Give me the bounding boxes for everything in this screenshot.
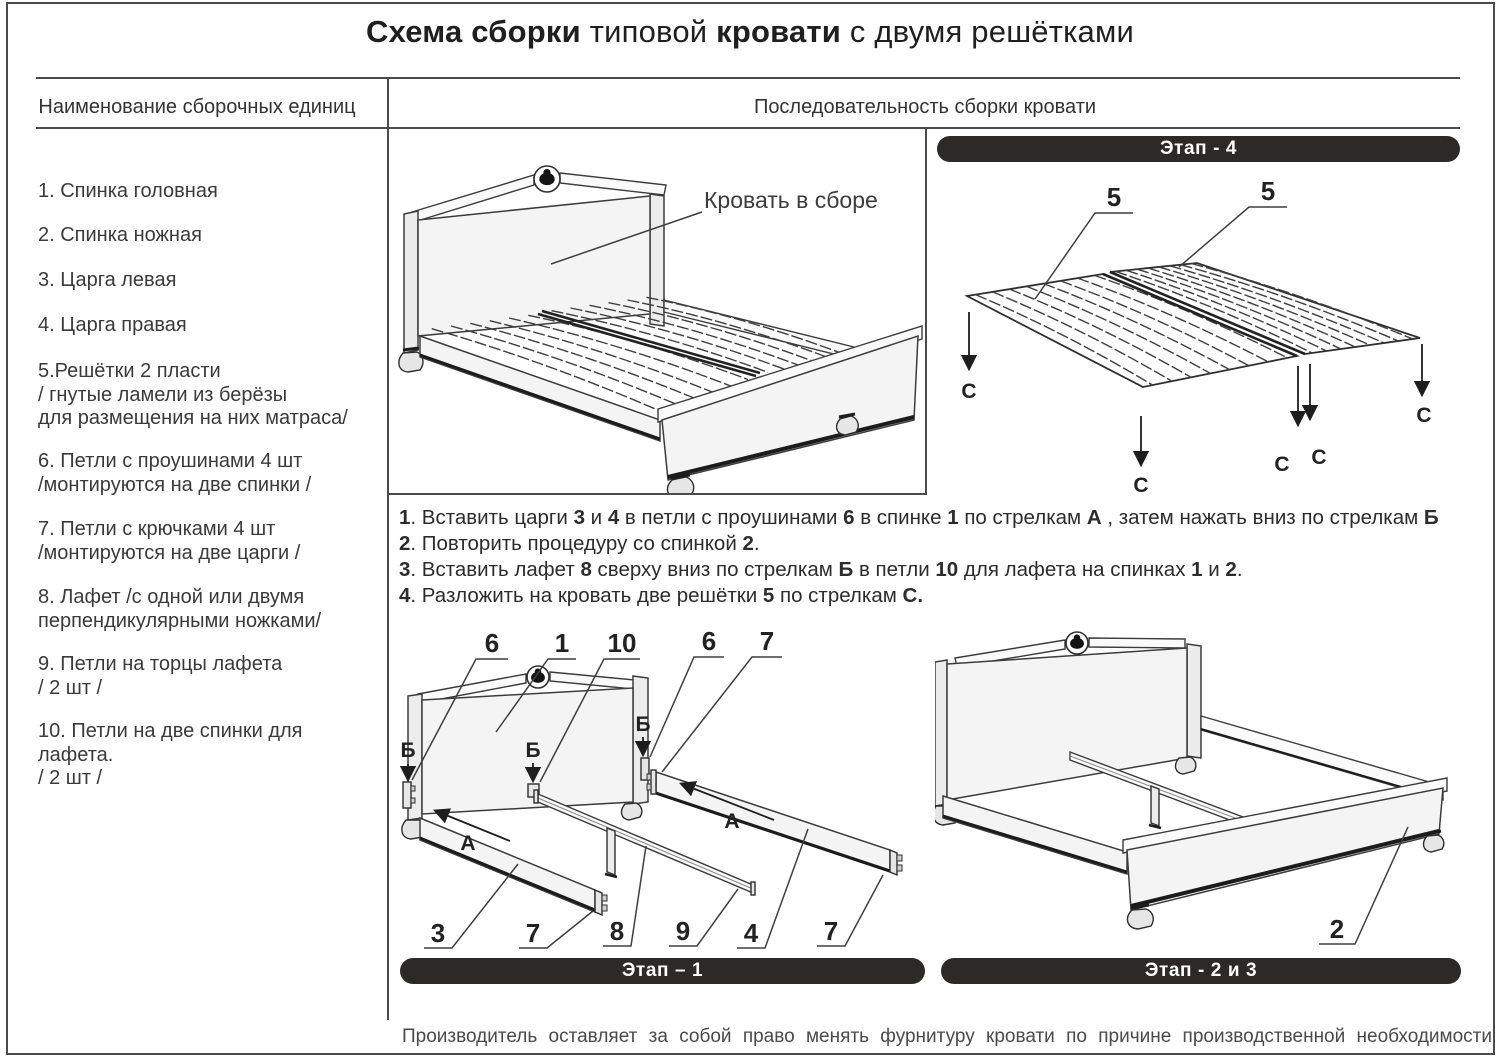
arrow-letter-b: Б bbox=[400, 739, 416, 762]
parts-list-item: 5.Решётки 2 пласти / гнутые ламели из берёзы для размещения на них матраса/ bbox=[38, 360, 348, 429]
callout-label: 7 bbox=[525, 918, 541, 948]
callout-label: 1 bbox=[554, 628, 570, 658]
arrow-letter-c: С bbox=[961, 380, 977, 403]
arrow-letter-c: С bbox=[1416, 404, 1432, 427]
parts-list-item: 3. Царга левая bbox=[38, 269, 177, 291]
stage-badge-2-3: Этап - 2 и 3 bbox=[941, 958, 1461, 984]
callout-label: 6 bbox=[484, 628, 500, 658]
callout-label: 3 bbox=[430, 918, 446, 948]
parts-list-item: 10. Петли на две спинки для лафета. / 2 шт / bbox=[38, 720, 303, 789]
footboard bbox=[658, 326, 922, 493]
grid-callout-5-right bbox=[1179, 176, 1287, 267]
side-rail-near bbox=[943, 796, 1127, 874]
arrow-letter-a: А bbox=[460, 832, 476, 855]
arrow-letter-c: С bbox=[1133, 474, 1149, 493]
assembled-bed-drawing bbox=[388, 128, 925, 493]
page-title: Схема сборки типовой кровати с двумя решётками bbox=[365, 14, 1135, 49]
assembled-label: Кровать в сборе bbox=[704, 187, 878, 213]
callout-label: 5 bbox=[1260, 176, 1276, 206]
parts-list-item: 6. Петли с проушинами 4 шт /монтируются на две спинки / bbox=[38, 450, 312, 496]
manufacturer-note: Производитель оставляет за собой право менять фурнитуру кровати по причине производственной необходимости bbox=[402, 1026, 1492, 1047]
parts-column-header: Наименование сборочных единиц bbox=[38, 96, 356, 118]
parts-list-item: 1. Спинка головная bbox=[38, 180, 218, 202]
headboard-ornament bbox=[534, 166, 560, 192]
headboard bbox=[935, 632, 1201, 825]
assembly-instructions bbox=[399, 505, 1463, 609]
callout-label: 7 bbox=[759, 626, 775, 656]
instruction-step: 1. Вставить царги 3 и 4 в петли с проушинами 6 в спинке 1 по стрелкам А , затем нажать вниз по стрелкам Б bbox=[399, 506, 1439, 529]
arrow-letter-c: С bbox=[1311, 446, 1327, 469]
instruction-step: 4. Разложить на кровать две решётки 5 по стрелкам С. bbox=[399, 584, 924, 607]
stage1-drawing bbox=[390, 612, 935, 955]
parts-list-item: 4. Царга правая bbox=[38, 314, 187, 336]
instruction-step: 3. Вставить лафет 8 сверху вниз по стрелкам Б в петли 10 для лафета на спинках 1 и 2. bbox=[399, 558, 1243, 581]
stage4-drawing bbox=[927, 166, 1497, 493]
sequence-column-header: Последовательность сборки кровати bbox=[753, 96, 1097, 118]
parts-list-item: 9. Петли на торцы лафета / 2 шт / bbox=[38, 653, 283, 699]
stage23-drawing bbox=[935, 612, 1497, 955]
side-rail-left bbox=[420, 811, 607, 915]
footboard bbox=[1123, 778, 1447, 929]
callout-label: 8 bbox=[609, 916, 625, 946]
callout-label: 4 bbox=[743, 918, 759, 948]
callout-label: 7 bbox=[823, 916, 839, 946]
instruction-step: 2. Повторить процедуру со спинкой 2. bbox=[399, 532, 760, 555]
callout-label: 6 bbox=[701, 626, 717, 656]
stage-badge-1: Этап – 1 bbox=[400, 958, 925, 984]
headboard-ornament bbox=[1066, 632, 1088, 654]
arrow-letter-a: А bbox=[724, 810, 740, 833]
arrow-letter-c: С bbox=[1274, 453, 1290, 476]
assembled-bed-panel bbox=[388, 128, 927, 495]
callout-label: 9 bbox=[675, 916, 691, 946]
stage-badge-4: Этап - 4 bbox=[937, 136, 1460, 162]
parts-list-item: 8. Лафет /с одной или двумя перпендикулярными ножками/ bbox=[38, 586, 322, 632]
arrow-letter-b: Б bbox=[635, 713, 651, 736]
parts-list-item: 2. Спинка ножная bbox=[38, 224, 202, 246]
arrow-letter-b: Б bbox=[525, 739, 541, 762]
rule-below-title bbox=[36, 77, 1460, 79]
callout-label: 10 bbox=[607, 628, 637, 658]
callout-label: 2 bbox=[1329, 914, 1345, 944]
callout-label: 5 bbox=[1106, 182, 1122, 212]
parts-list-item: 7. Петли с крючками 4 шт /монтируются на две царги / bbox=[38, 518, 301, 564]
